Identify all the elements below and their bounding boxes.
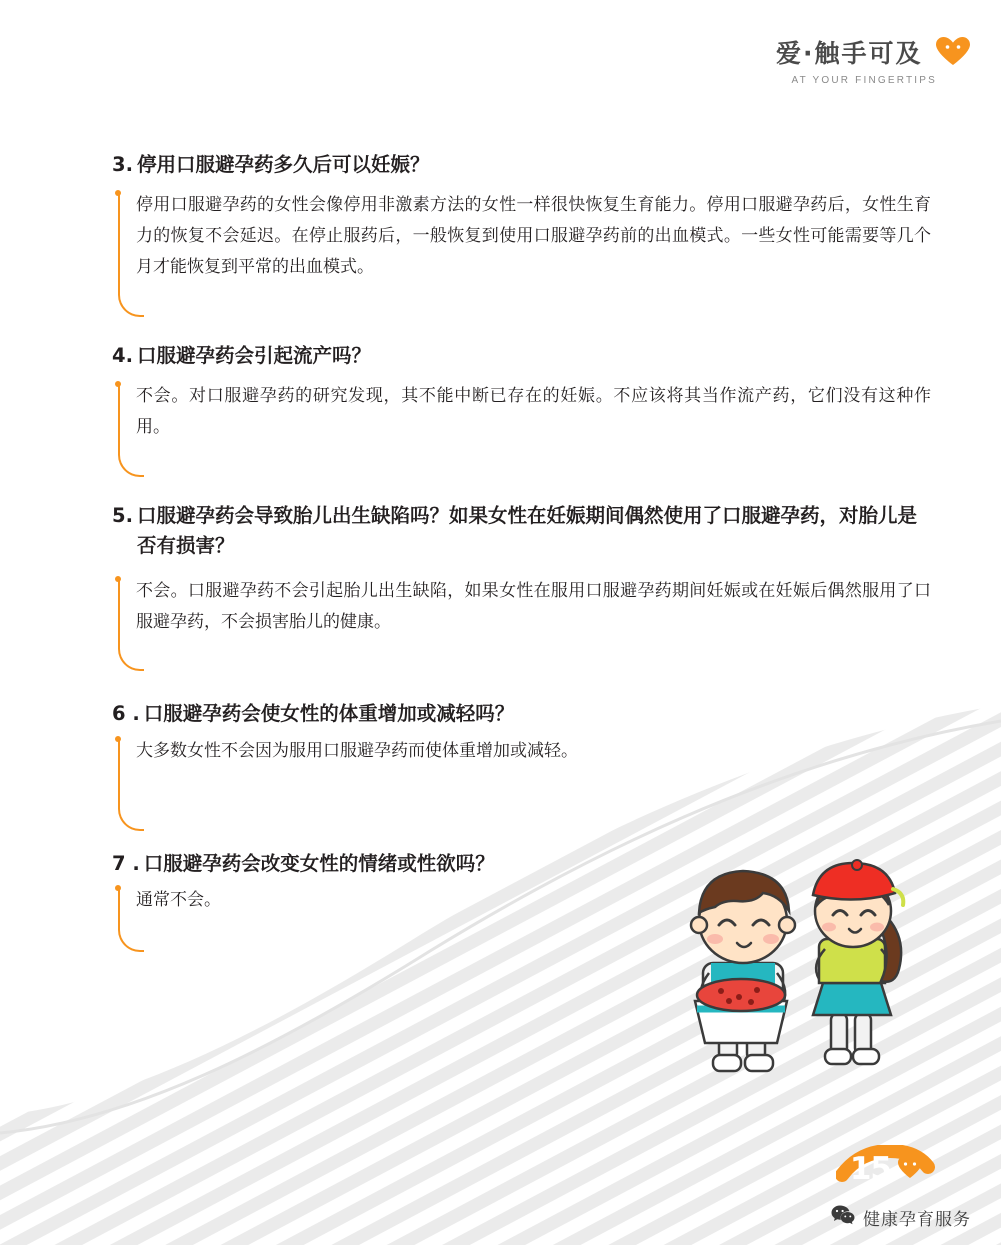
- faq-question: [112, 150, 931, 180]
- logo-subtitle-en: AT YOUR FINGERTIPS: [791, 75, 937, 86]
- faq-answer-text: 停用口服避孕药的女性会像停用非激素方法的女性一样很快恢复生育能力。停用口服避孕药后，女性生育力的恢复不会延迟。在停止服药后，一般恢复到使用口服避孕药前的出血模式。一些女性可能需要等几个月才能恢复到平常的出血模式。: [136, 195, 931, 278]
- faq-number: 5.: [112, 504, 133, 528]
- girl-figure: [813, 860, 903, 1064]
- faq-answer-wrap: [112, 736, 931, 767]
- faq-number: 4.: [112, 344, 133, 368]
- faq-number: 6 .: [112, 702, 140, 726]
- faq-item: [112, 341, 931, 443]
- faq-answer-text: 通常不会。: [136, 889, 221, 910]
- heart-icon: [935, 36, 971, 71]
- bracket-elbow: [118, 273, 144, 317]
- boy-figure: [691, 871, 795, 1071]
- faq-question: [112, 341, 931, 371]
- page-number-badge: [850, 1151, 923, 1187]
- wechat-footer[interactable]: [831, 1204, 971, 1231]
- page-number: 15: [849, 1151, 891, 1187]
- faq-item: [112, 150, 931, 283]
- wechat-account-name: 健康孕育服务: [863, 1210, 971, 1230]
- bracket-elbow: [118, 627, 144, 671]
- faq-answer-wrap: [112, 381, 931, 443]
- faq-number: 3.: [112, 153, 133, 176]
- brand-logo: [776, 36, 971, 86]
- faq-item: [112, 501, 931, 637]
- bracket-elbow: [118, 433, 144, 477]
- faq-answer-text: 大多数女性不会因为服用口服避孕药而使体重增加或减轻。: [136, 740, 578, 761]
- two-children-with-watermelon-illustration: [651, 855, 941, 1090]
- faq-question-text: 口服避孕药会引起流产吗？: [136, 344, 371, 368]
- bracket-elbow: [118, 757, 144, 831]
- faq-number: 7 .: [112, 851, 140, 875]
- faq-question-text: 口服避孕药会导致胎儿出生缺陷吗？如果女性在妊娠期间偶然使用了口服避孕药，对胎儿是否有损害？: [136, 504, 917, 558]
- paw-heart-icon: [897, 1155, 923, 1184]
- faq-answer-text: 不会。口服避孕药不会引起胎儿出生缺陷，如果女性在服用口服避孕药期间妊娠或在妊娠后偶然服用了口服避孕药，不会损害胎儿的健康。: [136, 580, 931, 632]
- faq-question-text: 口服避孕药会改变女性的情绪或性欲吗？: [143, 851, 495, 875]
- faq-item: [112, 699, 931, 766]
- faq-question: [112, 699, 931, 729]
- wechat-icon: [831, 1204, 855, 1231]
- logo-title-cn: 爱·触手可及: [776, 38, 923, 68]
- faq-question: [112, 501, 931, 561]
- faq-question-text: 停用口服避孕药多久后可以妊娠？: [136, 153, 430, 176]
- faq-question-text: 口服避孕药会使女性的体重增加或减轻吗？: [143, 702, 515, 726]
- faq-answer-wrap: [112, 576, 931, 638]
- faq-answer-wrap: [112, 190, 931, 283]
- faq-answer-text: 不会。对口服避孕药的研究发现，其不能中断已存在的妊娠。不应该将其当作流产药，它们没有这种作用。: [136, 386, 931, 438]
